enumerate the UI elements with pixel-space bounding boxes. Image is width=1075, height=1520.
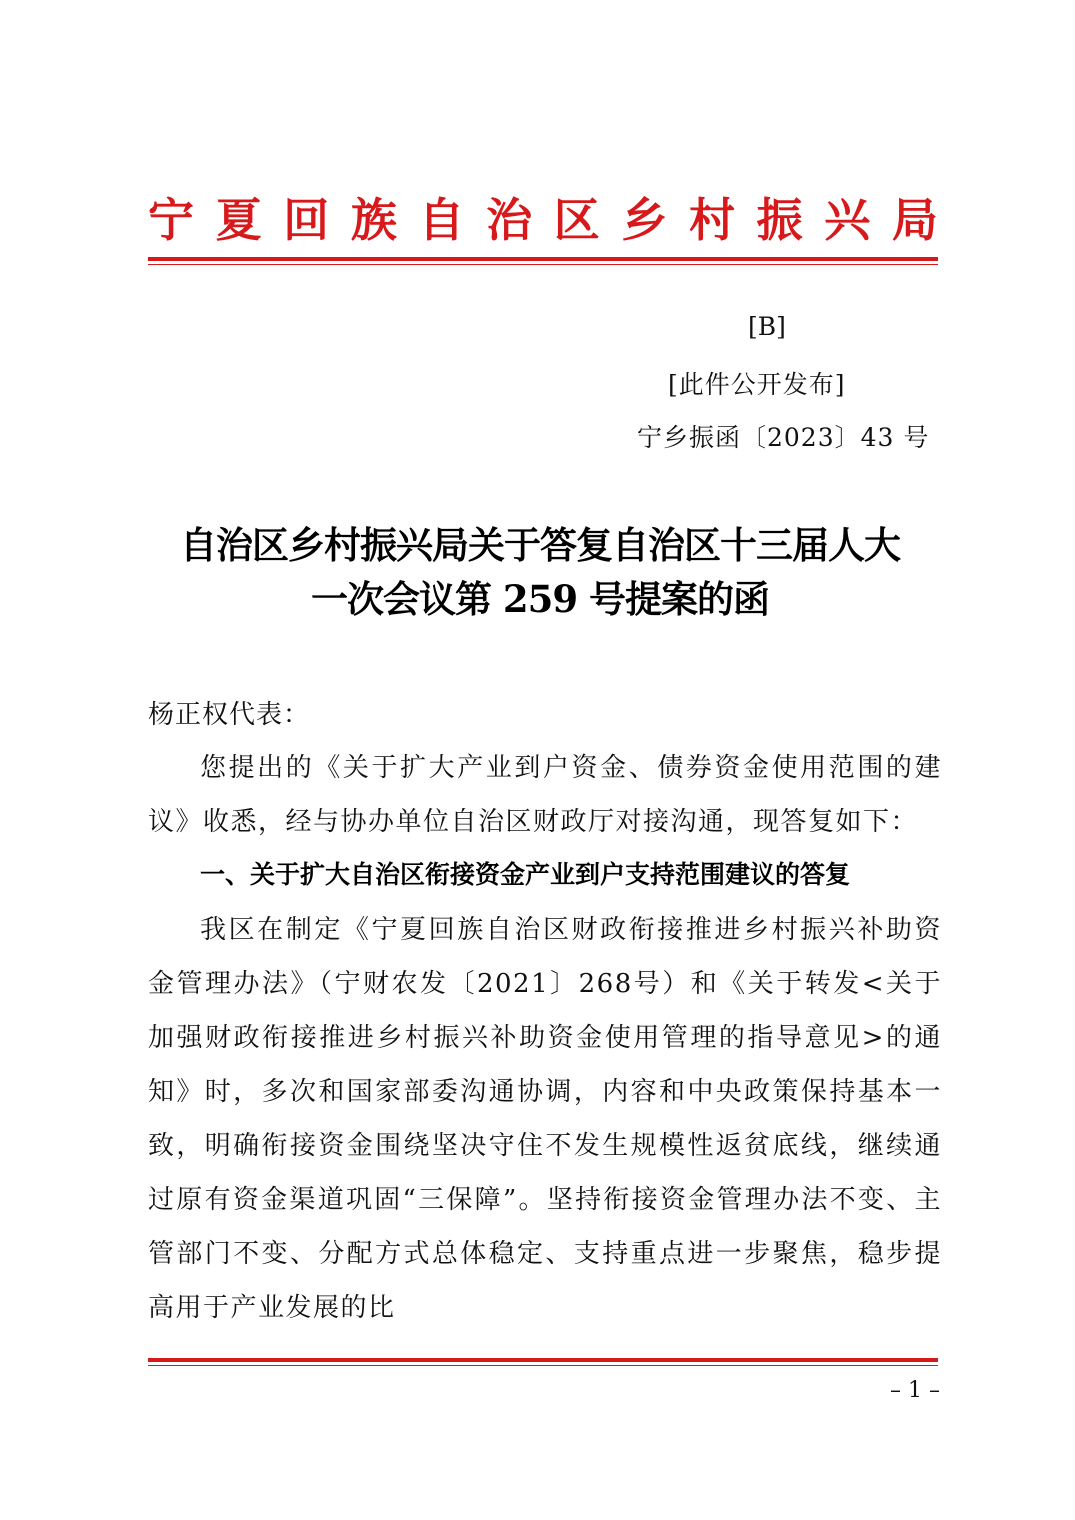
- page-number: – 1 –: [890, 1378, 940, 1403]
- section-heading-1: 一、关于扩大自治区衔接资金产业到户支持范围建议的答复: [200, 860, 851, 889]
- salutation: 杨正权代表：: [148, 700, 311, 730]
- header-char: 回: [283, 193, 330, 247]
- header-char: 振: [756, 193, 803, 247]
- document-title: [120, 518, 960, 626]
- document-number: 宁乡振函〔2023〕43 号: [637, 423, 930, 452]
- header-char: 村: [689, 193, 735, 247]
- header-char: 自: [418, 193, 465, 247]
- issuing-authority-header: [148, 182, 938, 252]
- paragraph-section-1: 我区在制定《宁夏回族自治区财政衔接推进乡村振兴补助资金管理办法》（宁财农发〔2021〕268号）和《关于转发<关于加强财政衔接推进乡村振兴补助资金使用管理的指导意见>的通知》时，多次和国家部委沟通协调，内容和中央政策保持基本一致，明确衔接资金围绕坚决守住不发生规模性返贫底线，继续通过原有资金渠道巩固“三保障”。坚持衔接资金管理办法不变、主管部门不变、分配方式总体稳定、支持重点进一步聚焦，稳步提高用于产业发展的比: [148, 915, 942, 1323]
- header-char: 治: [486, 193, 533, 247]
- header-char: 区: [553, 193, 600, 247]
- security-level: [B]: [748, 312, 786, 341]
- header-char: 局: [891, 193, 938, 247]
- header-divider-thin: [148, 264, 938, 265]
- footer-divider-thin: [148, 1365, 938, 1366]
- header-divider-thick: [148, 257, 938, 261]
- header-char: 夏: [215, 193, 262, 247]
- footer-divider-thick: [148, 1358, 938, 1362]
- public-notice: [此件公开发布]: [668, 370, 846, 399]
- header-char: 宁: [148, 193, 194, 247]
- header-char: 乡: [621, 193, 668, 247]
- title-line-2: 一次会议第 259 号提案的函: [311, 577, 769, 621]
- title-line-1: 自治区乡村振兴局关于答复自治区十三届人大: [180, 523, 900, 567]
- paragraph-intro: 您提出的《关于扩大产业到户资金、债券资金使用范围的建议》收悉，经与协办单位自治区财政厅对接沟通，现答复如下：: [148, 753, 942, 837]
- header-char: 族: [350, 193, 397, 247]
- header-char: 兴: [824, 193, 871, 247]
